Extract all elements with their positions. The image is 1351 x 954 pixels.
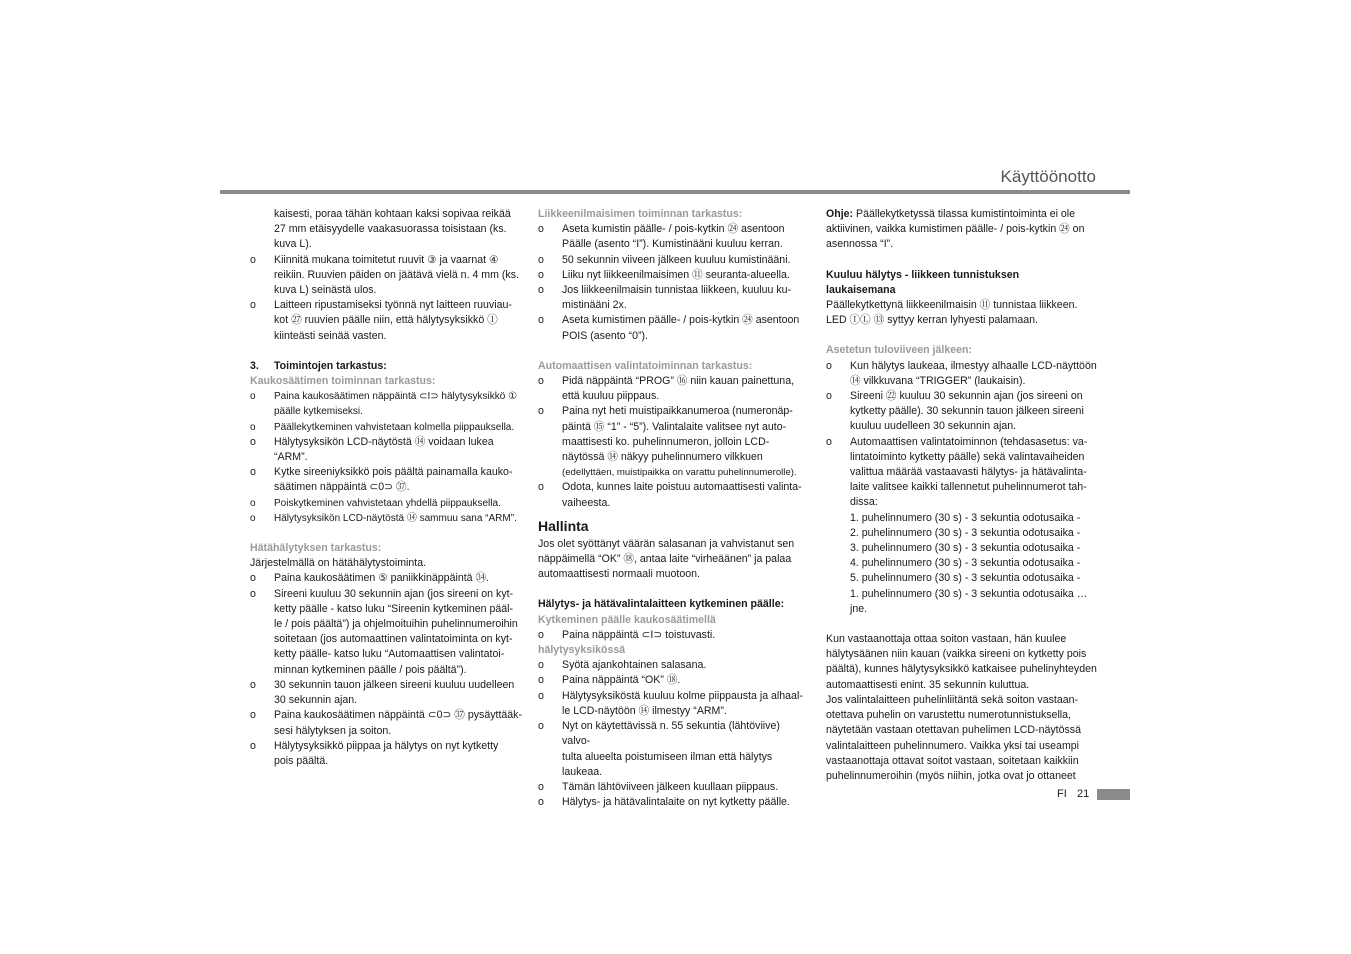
subheading: Asetetun tuloviiveen jälkeen: (826, 344, 973, 357)
list-item (538, 283, 810, 313)
text-line: ⑭ vilkkuvana “TRIGGER” (laukaisin). (850, 374, 1026, 387)
text-line: o Paina näppäintä ⊂I⊃ toistuvasti. (562, 628, 716, 641)
text-line: kytketty päälle). 30 sekunnin tauon jälkeen sireeni (850, 405, 1084, 418)
text-line: laukaisemana (826, 283, 896, 296)
list-item (538, 480, 810, 510)
list-item (538, 222, 810, 252)
text-line: o Hälytys- ja hätävalintalaite on nyt kytketty päälle. (562, 796, 790, 809)
text-line: päälle kytkemiseksi. (274, 406, 363, 418)
subheading (826, 268, 1098, 298)
text-line: päintä ⑮ “1” - “5”). Valintalaite valitsee nyt auto- (562, 420, 787, 433)
list-item (826, 359, 1098, 389)
text-line: o Hälytysyksikkö piippaa ja hälytys on nyt kytketty (274, 739, 499, 752)
text-line: kuva L). (274, 238, 312, 251)
section-number: 3. (250, 359, 259, 372)
subheading: hälytysyksikössä (538, 644, 626, 657)
text-line: 1. puhelinnumero (30 s) - 3 sekuntia odotusaika - (850, 511, 1081, 524)
paragraph (826, 632, 1098, 784)
list-item (250, 708, 522, 738)
list-item (250, 587, 522, 678)
text-line: soitetaan (jos automaattinen valintatoiminta on kyt- (274, 633, 513, 646)
text-line: o Aseta kumistimen päälle- / pois-kytkin ㉔ asentoon (562, 314, 800, 327)
text-line: o Paina nyt heti muistipaikkanumeroa (numeronäp- (562, 405, 793, 418)
text-line: näytetään vastaan otettavan puhelimen LCD-näytössä (826, 724, 1082, 737)
text-line: automaattisesti enint. 35 sekunnin kuluttua. (826, 678, 1030, 691)
text-line: 27 mm etäisyydelle vaakasuorassa toisistaan (ks. (274, 223, 507, 236)
text-line: kot ㉗ ruuvien päälle niin, että hälytysyksikkö ① (274, 314, 498, 327)
text-line: kiinteästi seinää vasten. (274, 329, 387, 342)
subheading: Hälytys- ja hätävalintalaitteen kytkeminen päälle: (538, 598, 785, 611)
text-line: o Laitteen ripustamiseksi työnnä nyt laitteen ruuviau- (274, 299, 512, 312)
footer-bar (1097, 789, 1130, 800)
text-line: maattisesti ko. puhelinnumeron, jolloin LCD- (562, 435, 770, 448)
text-line: vastaanottaja ottavat soitot vastaan, soitetaan kaikkiin (826, 754, 1079, 767)
subheading: Hätähälytyksen tarkastus: (250, 542, 382, 555)
text-line: mistinääni 2x. (562, 299, 627, 312)
list-item (538, 404, 810, 480)
list-item (250, 496, 522, 511)
list-item (250, 511, 522, 526)
text-line: jne. (850, 602, 868, 615)
page-number: 21 (1077, 788, 1090, 800)
text-line: pois päältä. (274, 754, 329, 767)
text-line: 3. puhelinnumero (30 s) - 3 sekuntia odotusaika - (850, 542, 1081, 555)
text-line: 4. puhelinnumero (30 s) - 3 sekuntia odotusaika - (850, 557, 1081, 570)
text-line: 5. puhelinnumero (30 s) - 3 sekuntia odotusaika - (850, 572, 1081, 585)
subheading: Kytkeminen päälle kaukosäätimellä (538, 613, 716, 626)
text-line: o Sireeni kuuluu 30 sekunnin ajan (jos sireeni on kyt- (274, 587, 514, 600)
text-line: o 50 sekunnin viiveen jälkeen kuuluu kumistinääni. (562, 253, 791, 266)
text-line: o Odota, kunnes laite poistuu automaattisesti valinta- (562, 481, 802, 494)
text-line: o Aseta kumistin päälle- / pois-kytkin ㉔ asentoon (562, 223, 785, 236)
text-line: “ARM”. (274, 451, 308, 464)
list-item (538, 253, 810, 268)
text-line: kuuluu uudelleen 30 sekunnin ajan. (850, 420, 1017, 433)
note-label: Ohje: (826, 208, 854, 220)
text-line: asennossa “I”. (826, 238, 894, 251)
text-line: o Hälytysyksikön LCD-näytöstä ⑭ sammuu sana “ARM”. (274, 512, 517, 524)
text-line: 30 sekunnin ajan. (274, 694, 358, 707)
subheading: Kaukosäätimen toiminnan tarkastus: (250, 375, 436, 388)
list-item (538, 719, 810, 780)
text-line: o Paina kaukosäätimen näppäintä ⊂0⊃ ㊲ pysäyttääk- (274, 709, 523, 722)
note-paragraph (826, 207, 1098, 253)
list-item (250, 465, 522, 495)
text-line: valittua määrää vastaavasti hälytys- ja hätävalinta- (850, 466, 1087, 479)
text-line: o 30 sekunnin tauon jälkeen sireeni kuuluu uudelleen (274, 678, 515, 691)
text-line: Jos valintalaitteen puhelinliitäntä sekä soiton vastaan- (826, 693, 1079, 706)
text-line: o Kiinnitä mukana toimitetut ruuvit ③ ja vaarnat ④ (274, 253, 499, 266)
column-1 (250, 207, 522, 769)
text-line: laite valitsee kaikki tallennetut puhelinnumerot tah- (850, 481, 1087, 494)
list-item (538, 313, 810, 343)
text-line: o Paina kaukosäätimen ⑤ paniikkinäppäintä ㉞. (274, 572, 490, 585)
text-line: sesi hälytyksen ja soiton. (274, 724, 392, 737)
text-line: o Automaattisen valintatoiminnon (tehdasasetus: va- (850, 435, 1088, 448)
list-item (250, 739, 522, 769)
text-line: o Paina kaukosäätimen näppäintä ⊂I⊃ hälytysyksikkö ① (274, 391, 518, 403)
text-line: puhelinnumeroihin (myös niihin, jotka ovat jo ottaneet (826, 769, 1076, 782)
text-line: dissa: (850, 496, 878, 509)
text-line: Päällekytketyssä tilassa kumistintoiminta ei ole (853, 208, 1076, 220)
section-heading (250, 359, 522, 374)
text-line: o Hälytysyksiköstä kuuluu kolme piippausta ja alhaal- (562, 689, 803, 702)
paragraph: Järjestelmällä on hätähälytystoiminta. (250, 557, 427, 570)
text-line: 1. puhelinnumero (30 s) - 3 sekuntia odotusaika … (850, 587, 1088, 600)
text-line: o Hälytysyksikön LCD-näytöstä ⑭ voidaan lukea (274, 435, 494, 448)
text-line: Päällekytkettynä liikkeenilmaisin ⑪ tunnistaa liikkeen. (826, 299, 1078, 312)
text-line: Päälle (asento “I”). Kumistinääni kuuluu kerran. (562, 238, 783, 251)
paragraph (826, 298, 1098, 328)
text-line: le LCD-näytöön ⑭ ilmestyy “ARM”. (562, 704, 727, 717)
text-line: ketty päälle- katso luku “Automaattisen valintatoi- (274, 648, 505, 661)
text-line: automaattisesti normaali muotoon. (538, 568, 700, 581)
text-line: o Poiskytkeminen vahvistetaan yhdellä piippauksella. (274, 497, 501, 509)
list-item (538, 658, 810, 673)
section-title: Toimintojen tarkastus: (274, 359, 387, 372)
header-rule (220, 190, 1130, 194)
text-line: LED ⒾⓁ ⑬ syttyy kerran lyhyesti palamaan. (826, 314, 1038, 327)
column-3 (826, 207, 1098, 784)
text-line: o Syötä ajankohtainen salasana. (562, 659, 707, 672)
text-line: o Pidä näppäintä “PROG” ⑯ niin kauan painettuna, (562, 375, 795, 388)
text-line: valintalaitteen puhelinnumero. Vaikka yksi tai useampi (826, 739, 1080, 752)
text-line: (edellyttäen, muistipaikka on varattu puhelinnumerolle). (562, 467, 797, 479)
list-item (538, 780, 810, 795)
list-item (250, 435, 522, 465)
text-line: o Tämän lähtöviiveen jälkeen kuullaan piippaus. (562, 780, 779, 793)
text-line: lintatoiminto kytketty päälle) sekä valintavaiheiden (850, 450, 1085, 463)
list-item (250, 678, 522, 708)
text-line: minnan kytkeminen päälle / pois päältä”). (274, 663, 467, 676)
list-item (538, 628, 810, 643)
list-item (538, 689, 810, 719)
text-line: vaiheesta. (562, 496, 611, 509)
text-line: POIS (asento “0”). (562, 329, 648, 342)
list-item (250, 253, 522, 299)
list-item (826, 389, 1098, 435)
list-item (250, 389, 522, 419)
text-line: säätimen näppäintä ⊂0⊃ ㊲. (274, 481, 410, 494)
section-heading: Hallinta (538, 517, 589, 534)
text-line: hälytysäänen niin kauan (vaikka sireeni on kytketty pois (826, 648, 1087, 661)
text-line: päältä), kunnes hälytysyksikkö katkaisee puhelinyhteyden (826, 663, 1097, 676)
subheading: Automaattisen valintatoiminnan tarkastus: (538, 359, 753, 372)
list-item (538, 268, 810, 283)
paragraph (538, 537, 810, 583)
text-line: että kuuluu piippaus. (562, 390, 660, 403)
text-line: 2. puhelinnumero (30 s) - 3 sekuntia odotusaika - (850, 526, 1081, 539)
text-line: näytössä ⑭ näkyy puhelinnumero vilkkuen (562, 451, 763, 464)
footer-language: FI (1057, 788, 1067, 800)
text-line: ketty päälle - katso luku “Sireenin kytkeminen pääl- (274, 602, 514, 615)
text-line: le / pois päältä”) ja ohjelmoituihin puhelinnumeroihin (274, 618, 518, 631)
text-line: o Päällekytkeminen vahvistetaan kolmella piippauksella. (274, 421, 515, 433)
text-line: kuva L) seinästä ulos. (274, 284, 377, 297)
text-line: kaisesti, poraa tähän kohtaan kaksi sopivaa reikää (274, 208, 511, 220)
text-line: Jos olet syöttänyt väärän salasanan ja vahvistanut sen (538, 537, 795, 550)
subheading: Liikkeenilmaisimen toiminnan tarkastus: (538, 208, 743, 220)
text-line: tulta alueelta poistumiseen ilman että hälytys laukeaa. (562, 750, 773, 778)
list-item (250, 571, 522, 586)
text-line: o Kytke sireeniyksikkö pois päältä painamalla kauko- (274, 466, 513, 479)
list-item (250, 420, 522, 435)
list-item (826, 435, 1098, 617)
list-item (250, 298, 522, 344)
text-line: o Kun hälytys laukeaa, ilmestyy alhaalle LCD-näyttöön (850, 359, 1097, 372)
column-2 (538, 207, 810, 810)
text-line: näppäimellä “OK” ⑱, antaa laite “virheäänen” ja palaa (538, 553, 792, 566)
text-line: Kuuluu hälytys - liikkeen tunnistuksen (826, 268, 1020, 281)
text-line: o Paina näppäintä “OK” ⑱. (562, 674, 681, 687)
text-line: o Sireeni ㉒ kuuluu 30 sekunnin ajan (jos sireeni on (850, 390, 1083, 403)
text-line: o Jos liikkeenilmaisin tunnistaa liikkeen, kuuluu ku- (562, 284, 792, 297)
text-line: otettava puhelin on varustettu numerotunnistuksella, (826, 709, 1071, 722)
text-line: reikiin. Ruuvien päiden on jäätävä vielä n. 4 mm (ks. (274, 268, 519, 281)
text-line: o Nyt on käytettävissä n. 55 sekuntia (lähtöviive) valvo- (562, 720, 780, 748)
text-line: aktiivinen, vaikka kumistimen päälle- / pois-kytkin ㉔ on (826, 223, 1085, 236)
page-section-title: Käyttöönotto (1000, 167, 1096, 186)
intro-text (250, 207, 522, 253)
text-line: Kun vastaanottaja ottaa soiton vastaan, hän kuulee (826, 633, 1067, 646)
list-item (538, 673, 810, 688)
list-item (538, 374, 810, 404)
text-line: o Liiku nyt liikkeenilmaisimen ⑪ seuranta-alueella. (562, 268, 790, 281)
list-item (538, 795, 810, 810)
